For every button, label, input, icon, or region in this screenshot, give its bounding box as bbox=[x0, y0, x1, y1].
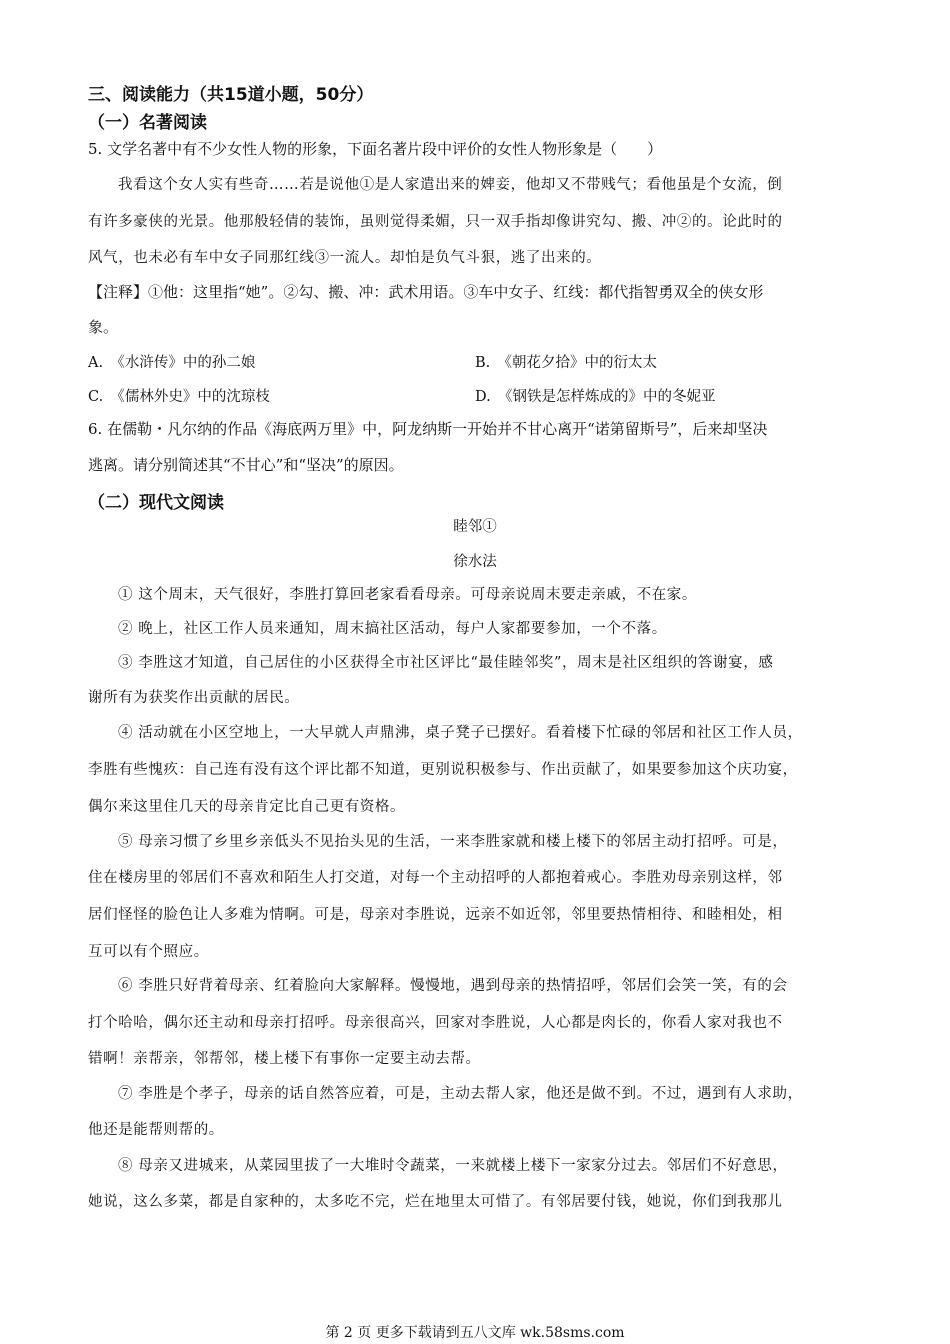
question-5-stem: 5. 文学名著中有不少女性人物的形象，下面名著片段中评价的女性人物形象是（ ） bbox=[88, 140, 663, 158]
paragraph-5: 住在楼房里的邻居们不喜欢和陌生人打交道，对每一个主动招呼的人都抱着戒心。李胜劝母亲别这样，邻 bbox=[88, 870, 783, 886]
paragraph-2: ② 晚上，社区工作人员来通知，周末搞社区活动，每户人家都要参加，一个不落。 bbox=[118, 621, 667, 637]
paragraph-5: ⑤ 母亲习惯了乡里乡亲低头不见抬头见的生活，一来李胜家就和楼上楼下的邻居主动打招呼。可是， bbox=[118, 834, 788, 850]
paragraph-3: ③ 李胜这才知道，自己居住的小区获得全市社区评比“最佳睦邻奖”，周末是社区组织的答谢宴，感 bbox=[118, 655, 774, 671]
subsection-title-modern: （二）现代文阅读 bbox=[88, 493, 224, 513]
article-author: 徐水法 bbox=[453, 554, 497, 570]
paragraph-6: ⑥ 李胜只好背着母亲、红着脸向大家解释。慢慢地，遇到母亲的热情招呼，邻居们会笑一笑，有的会 bbox=[118, 978, 788, 994]
paragraph-7: ⑦ 李胜是个孝子，母亲的话自然答应着，可是，主动去帮人家，他还是做不到。不过，遇到有人求助， bbox=[118, 1086, 803, 1102]
excerpt-line: 有许多豪侠的光景。他那般轻倩的装饰，虽则觉得柔媚，只一双手指却像讲究勾、搬、冲②的。论此时的 bbox=[88, 214, 783, 230]
paragraph-6: 打个哈哈，偶尔还主动和母亲打招呼。母亲很高兴，回家对李胜说，人心都是肉长的，你看人家对我也不 bbox=[88, 1015, 783, 1031]
section-title: 三、阅读能力（共15道小题，50分） bbox=[88, 85, 374, 105]
excerpt-line: 风气，也未必有车中女子同那红线③一流人。却怕是负气斗狠，逃了出来的。 bbox=[88, 250, 602, 266]
paragraph-8: 她说，这么多菜，都是自家种的，太多吃不完，烂在地里太可惜了。有邻居要付钱，她说，你们到我那儿 bbox=[88, 1194, 783, 1210]
paragraph-1: ① 这个周末，天气很好，李胜打算回老家看看母亲。可母亲说周末要走亲戚，不在家。 bbox=[118, 587, 698, 603]
option-c: C. 《儒林外史》中的沈琼枝 bbox=[88, 389, 270, 405]
paragraph-4: 李胜有些愧疚：自己连有没有这个评比都不知道，更别说积极参与、作出贡献了，如果要参加这个庆功宴， bbox=[88, 762, 798, 778]
annotation-note: 象。 bbox=[88, 318, 119, 336]
excerpt-line: 我看这个女人实有些奇……若是说他①是人家遣出来的婢妾，他却又不带贱气；看他虽是个女流，倒 bbox=[118, 177, 783, 193]
paragraph-8: ⑧ 母亲又进城来，从菜园里拔了一大堆时令蔬菜，一来就楼上楼下一家家分过去。邻居们不好意思， bbox=[118, 1158, 788, 1174]
question-6-line: 逃离。请分别简述其“不甘心”和“坚决”的原因。 bbox=[88, 456, 404, 474]
subsection-title-classics: （一）名著阅读 bbox=[88, 113, 207, 133]
paragraph-5: 居们怪怪的脸色让人多难为情啊。可是，母亲对李胜说，远亲不如近邻，邻里要热情相待、和睦相处，相 bbox=[88, 907, 783, 923]
paragraph-3: 谢所有为获奖作出贡献的居民。 bbox=[88, 690, 300, 706]
option-a: A. 《水浒传》中的孙二娘 bbox=[88, 355, 256, 371]
paragraph-6: 错啊！亲帮亲，邻帮邻，楼上楼下有事你一定要主动去帮。 bbox=[88, 1051, 481, 1067]
paragraph-5: 互可以有个照应。 bbox=[88, 944, 209, 960]
option-d: D. 《钢铁是怎样炼成的》中的冬妮亚 bbox=[475, 389, 716, 405]
question-6-line: 6. 在儒勒・凡尔纳的作品《海底两万里》中，阿龙纳斯一开始并不甘心离开“诺第留斯号”，后来却坚决 bbox=[88, 420, 768, 438]
paragraph-7: 他还是能帮则帮的。 bbox=[88, 1122, 224, 1138]
paragraph-4: ④ 活动就在小区空地上，一大早就人声鼎沸，桌子凳子已摆好。看着楼下忙碌的邻居和社区工作人员， bbox=[118, 725, 803, 741]
paragraph-4: 偶尔来这里住几天的母亲肯定比自己更有资格。 bbox=[88, 799, 406, 815]
article-title: 睦邻① bbox=[453, 519, 497, 535]
annotation-note: 【注释】①他：这里指“她”。②勾、搬、冲：武术用语。③车中女子、红线：都代指智勇双全的侠女形 bbox=[88, 283, 764, 301]
page-footer: 第 2 页 更多下载请到五八文库 wk.58sms.com bbox=[325, 1325, 625, 1341]
option-b: B. 《朝花夕拾》中的衍太太 bbox=[475, 355, 658, 371]
